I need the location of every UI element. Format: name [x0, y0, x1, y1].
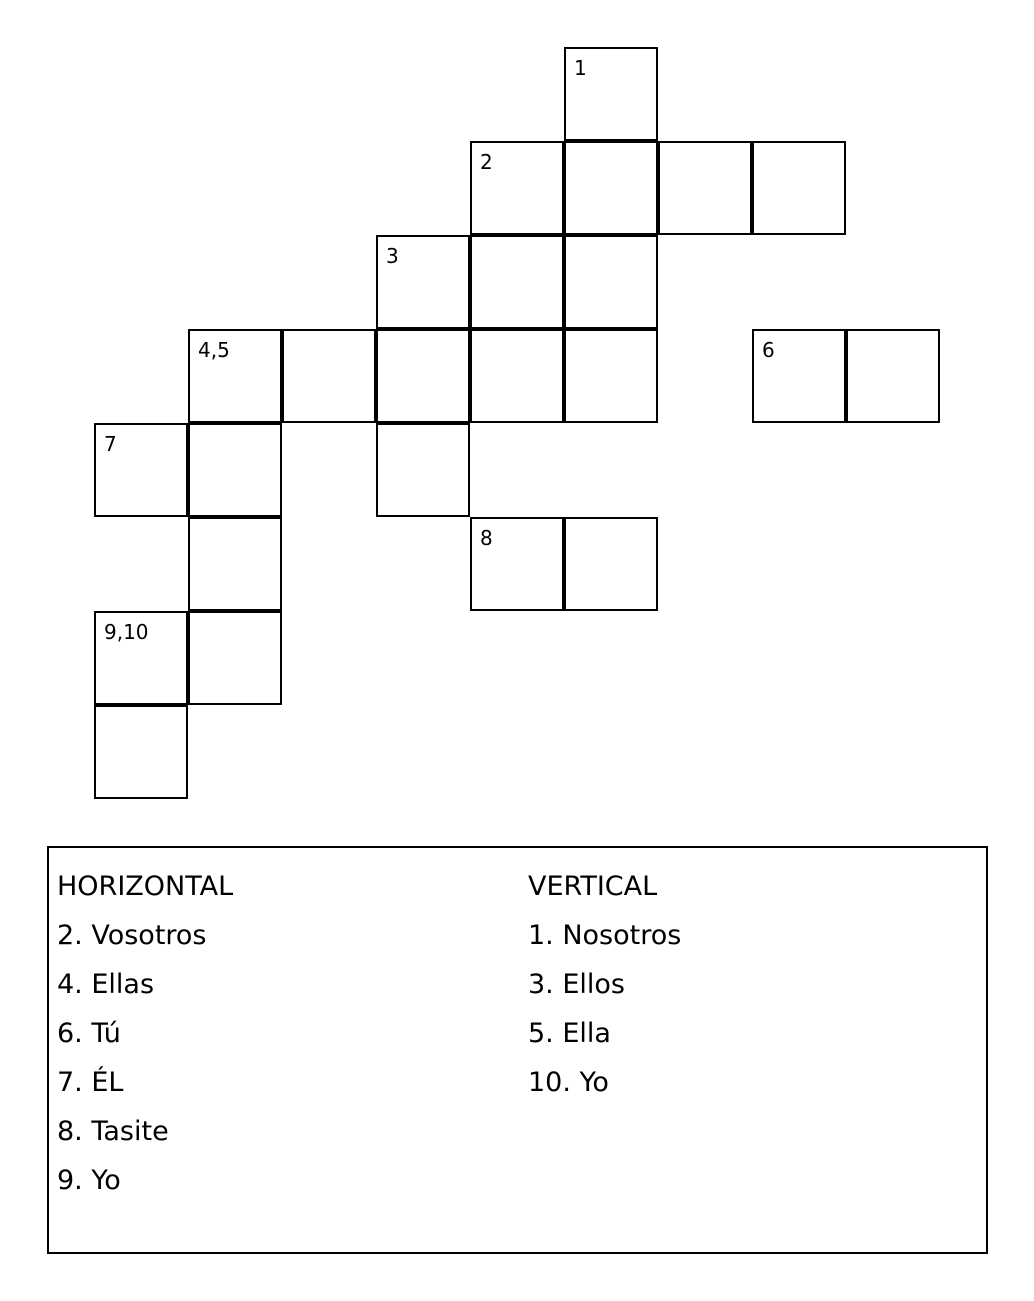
clue-item: 7. ÉL	[57, 1067, 124, 1098]
clue-item: 8. Tasite	[57, 1116, 169, 1147]
crossword-cell[interactable]	[564, 517, 658, 611]
clue-item: 4. Ellas	[57, 969, 155, 1000]
clue-number: 2	[480, 150, 493, 174]
crossword-cell[interactable]	[564, 329, 658, 423]
clue-number: 9,10	[104, 620, 149, 644]
crossword-cell[interactable]	[564, 235, 658, 329]
crossword-cell[interactable]	[94, 611, 188, 705]
clue-box	[47, 846, 988, 1254]
crossword-cell[interactable]	[376, 329, 470, 423]
crossword-cell[interactable]	[564, 47, 658, 141]
crossword-cell[interactable]	[752, 141, 846, 235]
crossword-cell[interactable]	[188, 611, 282, 705]
horizontal-title: HORIZONTAL	[57, 871, 234, 902]
horizontal-clue-list	[57, 911, 233, 1205]
clue-item: 2. Vosotros	[57, 920, 207, 951]
clue-item: 1. Nosotros	[528, 920, 682, 951]
clue-number: 7	[104, 432, 117, 456]
vertical-title: VERTICAL	[528, 871, 658, 902]
crossword-cell[interactable]	[470, 141, 564, 235]
crossword-cell[interactable]	[846, 329, 940, 423]
crossword-cell[interactable]	[94, 423, 188, 517]
crossword-cell[interactable]	[376, 235, 470, 329]
vertical-clue-list	[528, 911, 681, 1107]
crossword-cell[interactable]	[376, 423, 470, 517]
crossword-cell[interactable]	[470, 517, 564, 611]
crossword-cell[interactable]	[470, 235, 564, 329]
clue-item: 6. Tú	[57, 1018, 121, 1049]
crossword-cell[interactable]	[188, 329, 282, 423]
crossword-cell[interactable]	[752, 329, 846, 423]
clue-number: 6	[762, 338, 775, 362]
vertical-clues	[528, 862, 681, 1107]
clue-number: 3	[386, 244, 399, 268]
crossword-cell[interactable]	[658, 141, 752, 235]
clue-number: 1	[574, 56, 587, 80]
crossword-cell[interactable]	[564, 141, 658, 235]
crossword-cell[interactable]	[188, 423, 282, 517]
clue-item: 5. Ella	[528, 1018, 611, 1049]
clue-number: 8	[480, 526, 493, 550]
clue-item: 10. Yo	[528, 1067, 609, 1098]
crossword-cell[interactable]	[188, 517, 282, 611]
clue-item: 9. Yo	[57, 1165, 121, 1196]
clue-number: 4,5	[198, 338, 230, 362]
crossword-cell[interactable]	[94, 705, 188, 799]
crossword-cell[interactable]	[282, 329, 376, 423]
horizontal-clues	[57, 862, 233, 1205]
crossword-cell[interactable]	[470, 329, 564, 423]
clue-item: 3. Ellos	[528, 969, 625, 1000]
